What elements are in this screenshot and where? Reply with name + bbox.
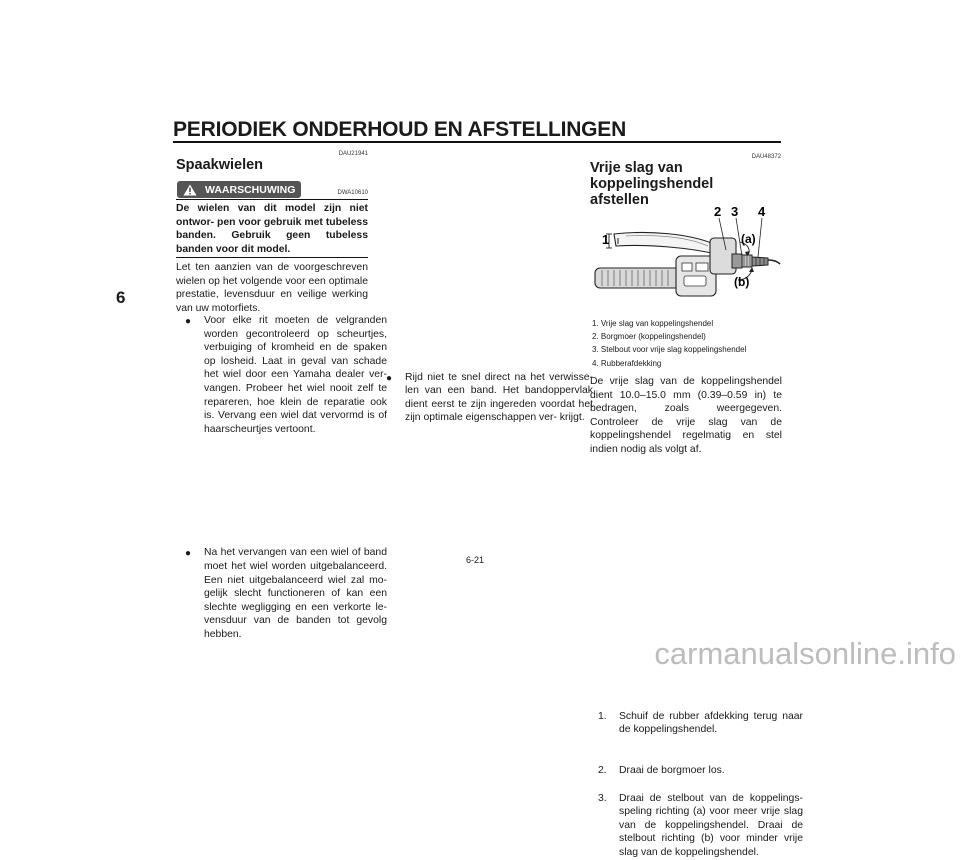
bullet-item: [386, 371, 593, 425]
bullet-text: Na het vervangen van een wiel of band moet het wiel worden uitgebalanceerd. Een niet uitgebalanceerd wiel zal mo- gelijk slecht functioneren of kan een slechte wegligging en een verkorte le- vensduur van de banden tot gevolg hebben.: [204, 547, 387, 640]
callout-1: 1: [602, 232, 610, 247]
step-text: Draai de borgmoer los.: [619, 765, 725, 777]
section-heading-spaakwielen: Spaakwielen: [176, 157, 264, 173]
warning-label: WAARSCHUWING: [205, 183, 296, 196]
warning-bottom-rule: [176, 257, 368, 258]
section-code: DAU21941: [338, 151, 368, 157]
step-text: Draai de stelbout van de koppelings- speling richting (a) voor meer vrije slag van de koppelingshendel. Draai de stelbout richting (b) voor minder vrije slag van de koppelingshendel.: [619, 792, 803, 859]
bullet-icon: ●: [185, 548, 192, 560]
bullet-item: [185, 546, 387, 641]
callout-4: 4: [758, 204, 766, 219]
bullet-icon: ●: [386, 372, 393, 384]
section-heading-koppeling: Vrije slag van koppelingshendel afstellen: [590, 160, 714, 208]
warning-text: De wielen van dit model zijn niet ontwor- pen voor gebruik met tubeless banden. Gebruik geen tubeless banden voor dit model.: [176, 203, 368, 255]
callout-3: 3: [731, 204, 739, 219]
legend-item: 1. Vrije slag van koppelingshendel: [592, 319, 714, 328]
legend-item: 2. Borgmoer (koppelingshendel): [592, 332, 706, 342]
legend-item: 3. Stelbout voor vrije slag koppelingshendel: [592, 345, 747, 355]
warning-code: DWA10610: [337, 190, 368, 196]
legend-item: 4. Rubberafdekking: [592, 358, 662, 368]
bullet-icon: ●: [185, 316, 192, 327]
figure-legend: [592, 317, 782, 370]
step-item: [598, 792, 803, 860]
callout-a: (a): [741, 232, 756, 246]
warning-icon: [183, 184, 197, 196]
warning-badge: [177, 181, 301, 198]
step-number: 3.: [598, 792, 607, 804]
page-header-title: PERIODIEK ONDERHOUD EN AFSTELLINGEN: [173, 118, 627, 141]
page-number: 6-21: [466, 555, 485, 565]
bullet-text: Rijd niet te snel direct na het verwisse- len van een band. Het bandoppervlak dient eerst te zijn ingereden voordat het zijn optimale eigenschappen ver- krijgt.: [405, 371, 593, 424]
step-number: 2.: [598, 765, 607, 777]
step-number: 1.: [598, 710, 607, 722]
clutch-intro: De vrije slag van de koppelingshendel dient 10.0–15.0 mm (0.39–0.59 in) te bedragen, zoals weergegeven. Controleer de vrije slag van de koppelingshendel regelmatig en stel indien nodig als volgt af.: [590, 376, 782, 455]
step-text: Schuif de rubber afdekking terug naar de koppelingshendel.: [619, 710, 803, 736]
section-code: DAU48372: [751, 154, 781, 160]
watermark: carmanualsonline.info: [654, 636, 956, 671]
step-item: [598, 764, 803, 778]
step-item: [598, 710, 803, 737]
bullet-item: [185, 314, 387, 436]
clutch-lever-illustration: [590, 200, 782, 308]
bullet-text: Voor elke rit moeten de velgranden worden gecontroleerd op scheurtjes, verbuiging of kromheid en de spaken op losheid. Laat in geval van schade het wiel door een Yamaha dealer ver- vangen. Probeer het wiel nooit zelf te repareren, hoe klein de reparatie ook is. Vervang een wiel dat vervormd is of haarscheurtjes vertoont.: [204, 315, 387, 435]
callout-2: 2: [714, 204, 722, 219]
callout-b: (b): [734, 275, 750, 289]
header-rule: [173, 141, 781, 143]
wheel-intro: Let ten aanzien van de voorgeschreven wielen op het volgende voor een optimale prestatie, levensduur en veilige werking van uw motorfiets.: [176, 262, 368, 314]
warning-top-rule: [176, 199, 368, 200]
chapter-tab: 6: [116, 288, 136, 318]
